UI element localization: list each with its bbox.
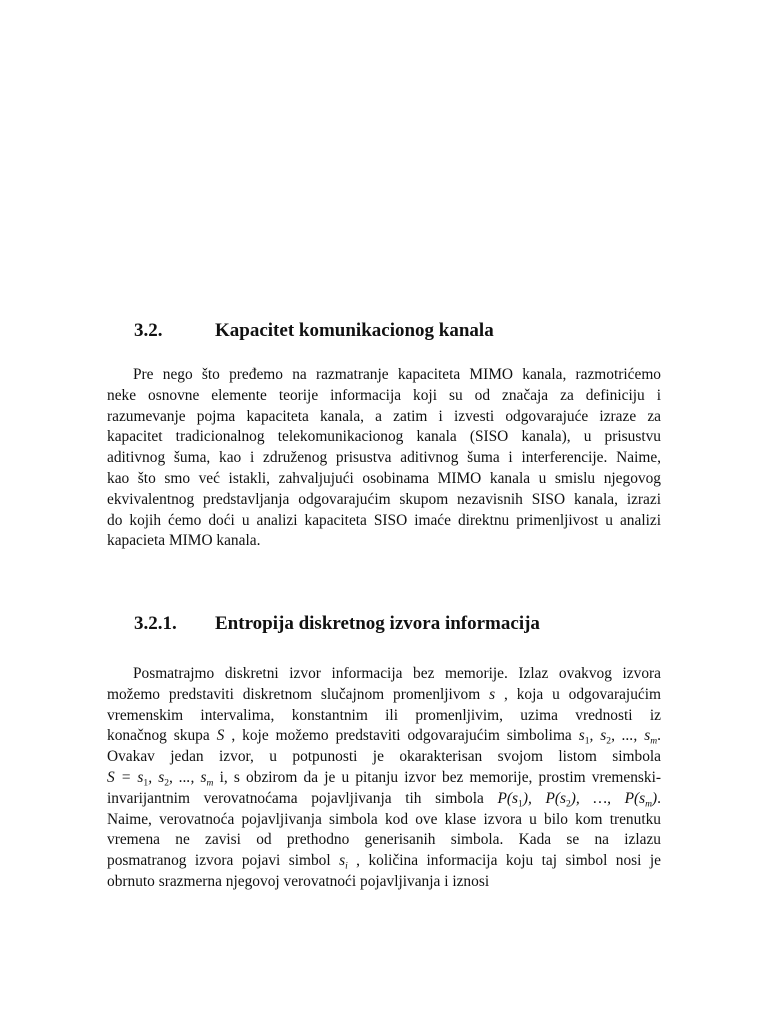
math-set: S (216, 727, 225, 745)
paragraph-line: konačnog skupa S , koje možemo predstaviti odgovarajućim simbolima $s_1$, $s_2$, ..., $s_m$. (107, 727, 661, 747)
math-variable: s (489, 685, 496, 703)
math-probabilities: $P(s_1)$, $P(s_2)$, …, $P(s_m)$ (497, 789, 658, 810)
paragraph-line: kapacieta MIMO kanala. (107, 532, 261, 550)
subsection-paragraph (107, 664, 661, 893)
paragraph-line: Pre nego što pređemo na razmatranje kapaciteta MIMO kanala, razmotrićemo (133, 366, 661, 383)
paragraph-line: možemo predstaviti diskretnom slučajnom promenljivom s , koja u odgovarajućim (107, 685, 661, 703)
paragraph-line: ekvivalentnog predstavljanja odgovarajućim skupom nezavisnih SISO kanala, izrazi (107, 490, 661, 508)
paragraph-line: Naime, verovatnoća pojavljivanja simbola kod ove klase izvora u bilo kom trenutku (107, 810, 661, 828)
paragraph-line: posmatranog izvora pojavi simbol $s_i$ , količina informacija koju taj simbol nosi je (107, 852, 661, 872)
math-set-definition: $S = s_1$, $s_2$, ..., $s_m$ (107, 768, 214, 789)
paragraph-line: neke osnovne elemente teorije informacija koji su od značaja za definiciju i (107, 386, 661, 404)
subsection-number: 3.2.1. (134, 613, 177, 634)
paragraph-line: Posmatrajmo diskretni izvor informacija bez memorije. Izlaz ovakvog izvora (133, 665, 661, 682)
paragraph-line: vremena ne zavisi od prethodno generisanih simbola. Kada se na izlazu (107, 831, 661, 849)
paragraph-line: razumevanje pojma kapaciteta kanala, a zatim i izvesti odgovarajuće izraze za (107, 407, 661, 425)
math-symbol-list: $s_1$, $s_2$, ..., $s_m$ (578, 727, 658, 747)
section-title: Kapacitet komunikacionog kanala (215, 320, 494, 341)
paragraph-line: aditivnog šuma, kao i združenog prisustva aditivnog šuma i interferencije. Naime, (107, 449, 661, 467)
paragraph-line: $S = s_1$, $s_2$, ..., $s_m$ i, s obzirom da je u pitanju izvor bez memorije, prostim vremenski- (107, 768, 661, 789)
paragraph-line: do kojih ćemo doći u analizi kapaciteta SISO imaće direktnu primenljivost u analizi (107, 511, 661, 529)
math-symbol-si: $s_i$ (339, 852, 348, 872)
section-heading (134, 320, 494, 342)
subsection-heading (134, 613, 540, 635)
paragraph-line: vremenskim intervalima, konstantnim ili promenljivim, uzima vrednosti iz (107, 706, 661, 724)
paragraph-line: kapacitet tradicionalnog telekomunikacionog kanala (SISO kanala), u prisustvu (107, 428, 661, 446)
paragraph-line: Ovakav jedan izvor, u potpunosti je okarakterisan svojom listom simbola (107, 748, 661, 766)
section-paragraph (107, 365, 661, 552)
section-number: 3.2. (134, 320, 163, 341)
subsection-title: Entropija diskretnog izvora informacija (215, 613, 540, 634)
paragraph-line: invarijantnim verovatnoćama pojavljivanja tih simbola $P(s_1)$, $P(s_2)$, …, $P(s_m)$. (107, 789, 661, 810)
paragraph-line: kao što smo već istakli, zahvaljujući osobinama MIMO kanala u smislu njegovog (107, 469, 661, 487)
paragraph-line: obrnuto srazmerna njegovoj verovatnoći pojavljivanja i iznosi (107, 872, 490, 890)
